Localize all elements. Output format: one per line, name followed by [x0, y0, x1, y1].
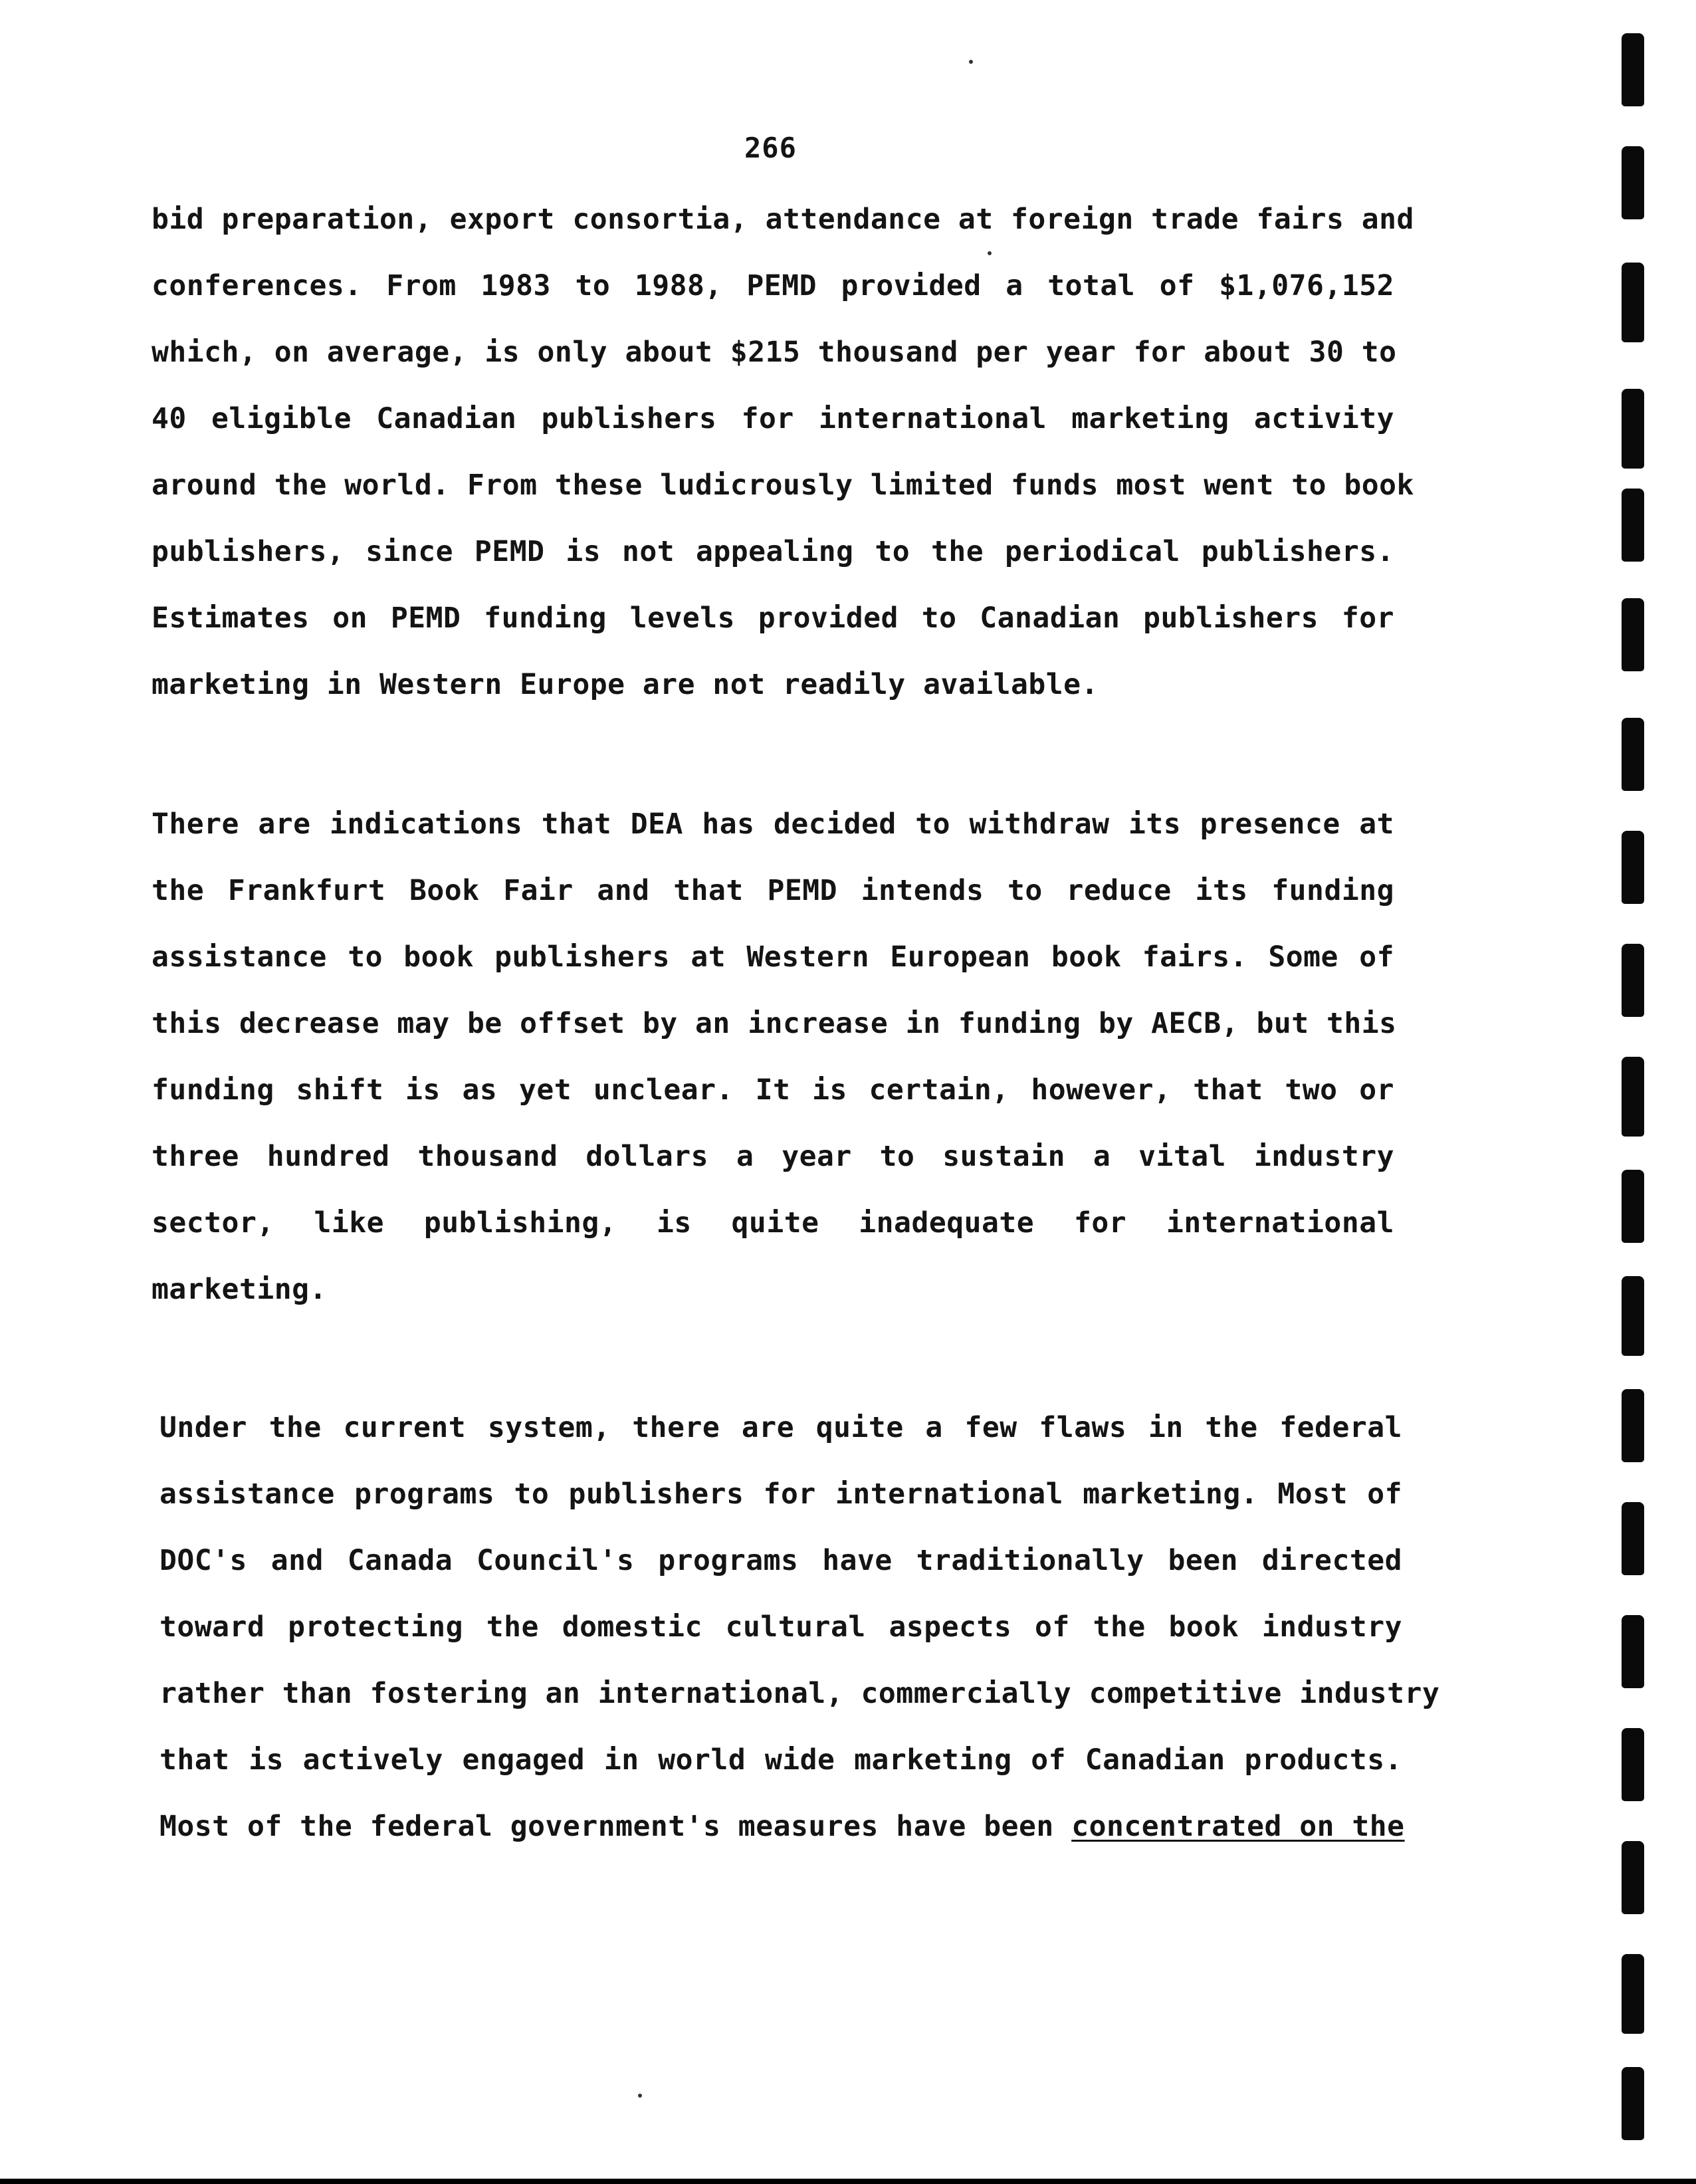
binding-mark: [1622, 33, 1644, 106]
text-line: 40 eligible Canadian publishers for international marketing activity: [152, 402, 1394, 435]
binding-mark: [1622, 146, 1644, 219]
text-line: marketing.: [152, 1273, 327, 1306]
binding-mark: [1622, 718, 1644, 791]
binding-mark: [1622, 1615, 1644, 1688]
binding-mark: [1622, 1276, 1644, 1356]
scan-speck: [638, 2094, 642, 2098]
text-line: this decrease may be offset by an increase in funding by AECB, but this: [152, 1007, 1397, 1040]
page-number: 266: [744, 132, 797, 164]
scan-speck: [988, 251, 992, 255]
binding-mark: [1622, 389, 1644, 469]
text-line: around the world. From these ludicrously limited funds most went to book: [152, 469, 1414, 502]
page-bottom-edge: [0, 2179, 1696, 2184]
text-line: assistance programs to publishers for international marketing. Most of: [159, 1477, 1402, 1511]
binding-mark: [1622, 944, 1644, 1017]
scan-speck: [969, 60, 973, 64]
text-line: funding shift is as yet unclear. It is certain, however, that two or: [152, 1073, 1394, 1107]
text-line: the Frankfurt Book Fair and that PEMD intends to reduce its funding: [152, 874, 1394, 907]
text-line: Estimates on PEMD funding levels provided to Canadian publishers for: [152, 601, 1394, 635]
text-line: Under the current system, there are quite a few flaws in the federal: [159, 1411, 1402, 1444]
text-line: publishers, since PEMD is not appealing to the periodical publishers.: [152, 535, 1394, 568]
text-line: [159, 1806, 1405, 1846]
binding-mark: [1622, 598, 1644, 671]
binding-mark: [1622, 1057, 1644, 1137]
text-line: There are indications that DEA has decided to withdraw its presence at: [152, 808, 1394, 841]
text-line: bid preparation, export consortia, attendance at foreign trade fairs and: [152, 203, 1414, 236]
text-line: marketing in Western Europe are not readily available.: [152, 668, 1099, 701]
text-line: assistance to book publishers at Western European book fairs. Some of: [152, 940, 1394, 974]
binding-mark: [1622, 1841, 1644, 1914]
binding-mark: [1622, 831, 1644, 904]
text-line: toward protecting the domestic cultural aspects of the book industry: [159, 1610, 1402, 1644]
binding-mark: [1622, 1728, 1644, 1801]
binding-mark: [1622, 2067, 1644, 2140]
text-segment: Most of the federal government's measures have been: [159, 1810, 1072, 1843]
text-line: sector, like publishing, is quite inadequate for international: [152, 1206, 1394, 1240]
text-line: which, on average, is only about $215 thousand per year for about 30 to: [152, 336, 1397, 369]
text-line: rather than fostering an international, commercially competitive industry: [159, 1677, 1440, 1710]
binding-strip: [1622, 27, 1668, 2153]
text-line: DOC's and Canada Council's programs have traditionally been directed: [159, 1544, 1402, 1577]
binding-mark: [1622, 1502, 1644, 1575]
text-line: three hundred thousand dollars a year to sustain a vital industry: [152, 1140, 1394, 1173]
underlined-text: concentrated on the: [1071, 1810, 1405, 1843]
binding-mark: [1622, 489, 1644, 562]
binding-mark: [1622, 1389, 1644, 1462]
binding-mark: [1622, 1954, 1644, 2034]
binding-mark: [1622, 263, 1644, 342]
text-line: conferences. From 1983 to 1988, PEMD provided a total of $1,076,152: [152, 269, 1394, 302]
text-line: that is actively engaged in world wide marketing of Canadian products.: [159, 1743, 1402, 1777]
binding-mark: [1622, 1170, 1644, 1243]
